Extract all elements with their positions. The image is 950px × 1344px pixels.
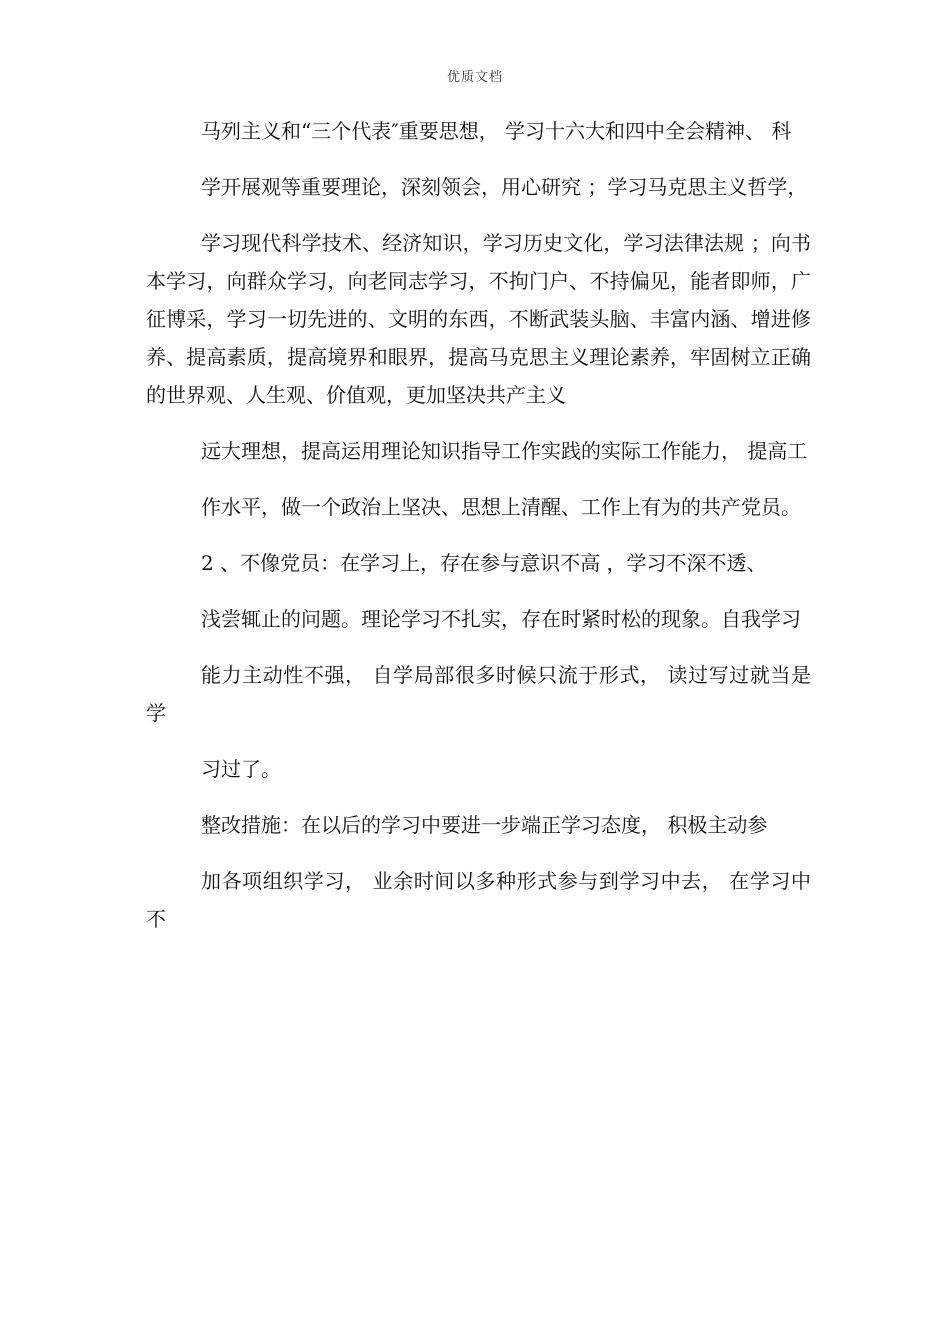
paragraph: 浅尝辄止的问题。理论学习不扎实，存在时紧时松的现象。自我学习 <box>201 607 801 631</box>
paragraph: 习过了。 <box>201 757 281 781</box>
paragraph: 2 、不像党员：在学习上，存在参与意识不高 ，学习不深不透、 <box>201 551 767 575</box>
paragraph: 学习现代科学技术、经济知识，学习历史文化，学习法律法规 ；向书本学习，向群众学习，向老同志学习，不拘门户、不持偏见，能者即师，广征博采，学习一切先进的、文明的东西，不断武装头脑、丰富内涵、增进修养、提高素质，提高境界和眼界，提高马克思主义理论素养，牢固树立正确的世界观、人生观、价值观，更加坚决共产主义 <box>146 231 811 407</box>
document-body <box>146 112 811 956</box>
paragraph: 马列主义和“三个代表″重要思想， 学习十六大和四中全会精神、 科 <box>201 119 792 143</box>
paragraph: 能力主动性不强， 自学局部很多时候只流于形式， 读过写过就当是学 <box>146 663 811 725</box>
paragraph: 作水平，做一个政治上坚决、思想上清醒、工作上有为的共产党员。 <box>201 495 801 519</box>
paragraph: 整改措施：在以后的学习中要进一步端正学习态度， 积极主动参 <box>201 813 768 837</box>
paragraph: 远大理想，提高运用理论知识指导工作实践的实际工作能力， 提高工 <box>201 439 808 463</box>
paragraph: 加各项组织学习， 业余时间以多种形式参与到学习中去， 在学习中不 <box>146 869 811 931</box>
page-header: 优质文档 <box>446 70 503 85</box>
paragraph: 学开展观等重要理论，深刻领会，用心研究 ；学习马克思主义哲学， <box>201 175 808 199</box>
